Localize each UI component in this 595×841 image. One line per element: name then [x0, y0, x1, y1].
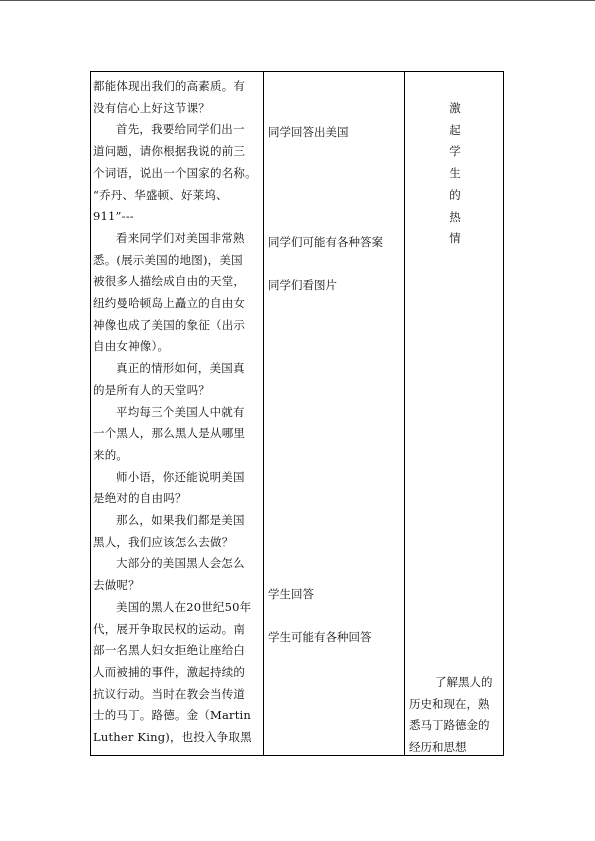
student-response-text: 同学们可能有各种答案: [268, 235, 383, 249]
student-response-text: 同学们看图片: [268, 278, 337, 292]
intent-text-line: 了解黑人的: [435, 675, 493, 689]
teacher-activity-column: [93, 76, 261, 749]
intent-text-line: 悉马丁路德金的: [409, 718, 490, 733]
teacher-text-line: 部一名黑人妇女拒绝让座给白: [93, 643, 246, 658]
intent-text-line: 历史和现在，熟: [409, 696, 490, 711]
teacher-text-line: 去做呢？: [93, 578, 140, 593]
page-top-rule: [0, 0, 595, 1]
student-response-text: 学生回答: [268, 587, 314, 601]
intent-char: 热: [449, 209, 461, 224]
teacher-text-line: 师小语，你还能说明美国: [116, 469, 245, 484]
teacher-text-line: 代，展开争取民权的运动。南: [93, 621, 246, 636]
teacher-text-line: 来的。: [93, 447, 129, 462]
teacher-text-line: 纽约曼哈顿岛上矗立的自由女: [93, 296, 246, 311]
intent-char: 激: [449, 101, 461, 115]
teacher-text-line: 是绝对的自由吗？: [93, 491, 187, 506]
teacher-text-line: 都能体现出我们的高素质。有: [93, 79, 246, 93]
lesson-plan-table: [90, 71, 504, 756]
teacher-text-line: 人而被捕的事件，激起持续的: [93, 664, 246, 679]
teacher-text-line: 没有信心上好这节课？: [93, 100, 210, 115]
teacher-text-line: 真正的情形如何，美国真: [116, 361, 245, 376]
teacher-text-line: 看来同学们对美国非常熟: [116, 230, 245, 245]
teacher-text-line: 个词语，说出一个国家的名称。: [93, 165, 257, 180]
teacher-text-line: 首先，我要给同学们出一: [116, 122, 245, 137]
student-response-text: 学生可能有各种回答: [268, 630, 372, 644]
design-intent-vertical-text: [447, 98, 463, 250]
student-response-text: 同学回答出美国: [268, 125, 349, 139]
column-divider-2: [404, 72, 405, 755]
intent-char: 学: [449, 144, 461, 159]
teacher-text-line: 被很多人描绘成自由的天堂，: [93, 274, 246, 289]
teacher-text-line: 平均每三个美国人中就有: [116, 404, 245, 419]
teacher-text-line: 抗议行动。当时在教会当传道: [93, 686, 246, 701]
intent-char: 情: [449, 231, 461, 246]
design-intent-text: [409, 672, 503, 759]
teacher-text-line: 那么，如果我们都是美国: [116, 513, 245, 528]
intent-char: 的: [449, 187, 461, 202]
teacher-text-line: 大部分的美国黑人会怎么: [116, 556, 245, 571]
teacher-text-line: 美国的黑人在20世纪50年: [116, 599, 252, 614]
intent-char: 起: [449, 122, 461, 137]
teacher-text-line: 自由女神像）。: [93, 339, 170, 354]
teacher-text-line: “乔丹、华盛顿、好莱坞、: [93, 187, 228, 202]
teacher-text-line: 911”---: [93, 209, 134, 224]
teacher-text-line: 道问题，请你根据我说的前三: [93, 144, 246, 159]
teacher-text-line: Luther King)，也投入争取黑: [93, 730, 252, 745]
teacher-text-line: 黑人，我们应该怎么去做？: [93, 534, 234, 549]
teacher-text-line: 悉。(展示美国的地图)，美国: [93, 252, 243, 267]
column-divider-1: [263, 72, 264, 755]
teacher-text-line: 神像也成了美国的象征（出示: [93, 317, 246, 332]
teacher-text-line: 的是所有人的天堂吗？: [93, 382, 210, 397]
teacher-text-line: 士的马丁。路德。金（Martin: [93, 708, 252, 723]
teacher-text-line: 一个黑人，那么黑人是从哪里: [93, 426, 246, 441]
intent-char: 生: [449, 166, 461, 181]
intent-text-line: 经历和思想: [409, 740, 467, 755]
